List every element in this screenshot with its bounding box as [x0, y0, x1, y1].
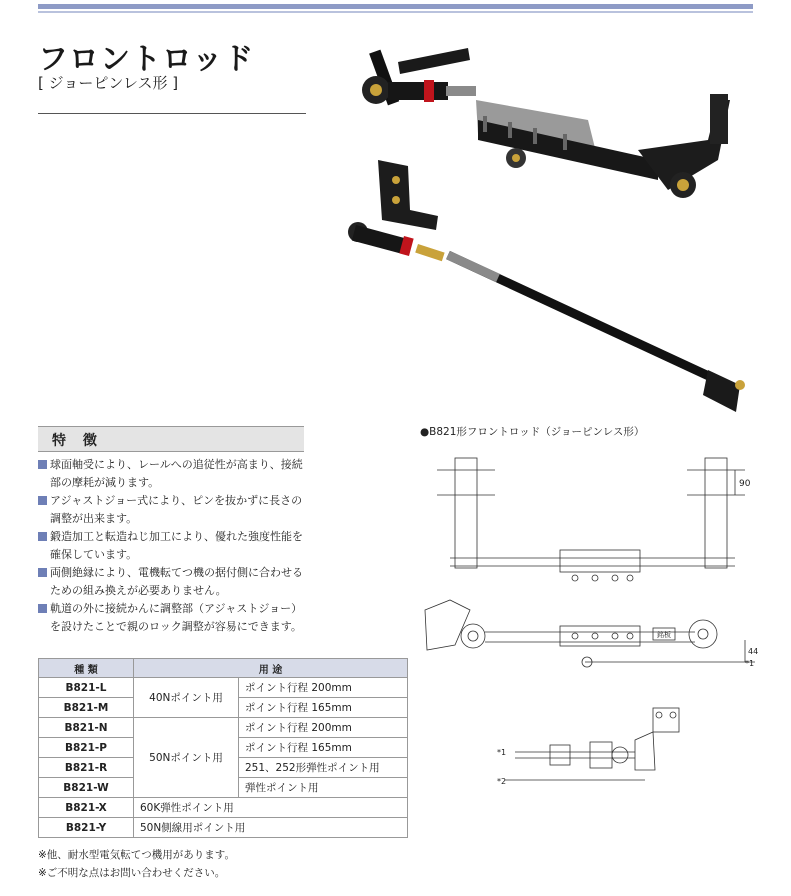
note-line: ※ご不明な点はお問い合わせください。 [38, 867, 226, 879]
table-cell-use: ポイント行程 200mm [239, 718, 408, 738]
top-accent-bar [38, 4, 753, 9]
table-row [39, 718, 408, 738]
drawing-detail-view [497, 708, 679, 786]
feature-item: 軌道の外に接続かんに調整部（アジャストジョー）を設けたことで親のロック調整が容易にできます。 [38, 600, 310, 636]
dim-90-label: 90 [739, 479, 751, 489]
table-header-model: 種 類 [39, 659, 134, 678]
features-list [38, 456, 310, 636]
table-cell-category: 40Nポイント用 [134, 678, 239, 718]
table-header-use: 用 途 [134, 659, 408, 678]
table-cell-model: B821-Y [39, 818, 134, 838]
rod-assembly-bottom [348, 222, 745, 412]
features-heading-bar [38, 426, 304, 452]
table-cell-model: B821-W [39, 778, 134, 798]
square-bullet-icon [38, 568, 47, 577]
table-cell-use: ポイント行程 165mm [239, 738, 408, 758]
table-cell-model: B821-R [39, 758, 134, 778]
table-cell-model: B821-N [39, 718, 134, 738]
feature-item: 鍛造加工と転造ねじ加工により、優れた強度性能を確保しています。 [38, 528, 310, 564]
drawing-top-view [437, 458, 751, 581]
square-bullet-icon [38, 532, 47, 541]
table-cell-model: B821-P [39, 738, 134, 758]
table-header-row [39, 659, 408, 678]
top-accent-bar-thin [38, 11, 753, 13]
feature-item: 球面軸受により、レールへの追従性が高まり、接続部の摩耗が減ります。 [38, 456, 310, 492]
table-row [39, 818, 408, 838]
note-line: ※他、耐水型電気転てつ機用があります。 [38, 849, 235, 861]
note-2-label: *2 [497, 777, 507, 786]
spec-table [38, 658, 408, 838]
technical-drawing [415, 440, 760, 790]
features-heading: 特 徴 [52, 433, 103, 449]
table-cell-use: ポイント行程 200mm [239, 678, 408, 698]
table-cell-use: 弾性ポイント用 [239, 778, 408, 798]
page-subtitle: [ ジョーピンレス形 ] [38, 74, 179, 92]
nameplate-tag: 銘板 [657, 631, 671, 639]
dim-44-label: 44 [748, 647, 759, 656]
drawing-side-view [425, 600, 758, 668]
table-cell-model: B821-M [39, 698, 134, 718]
notes [38, 846, 235, 882]
page-title: フロントロッド [38, 42, 255, 77]
table-cell-use: ポイント行程 165mm [239, 698, 408, 718]
title-divider [38, 113, 306, 114]
table-cell-category: 50Nポイント用 [134, 718, 239, 798]
table-cell-category: 50N側線用ポイント用 [134, 818, 408, 838]
note-1-label: *1 [745, 659, 755, 668]
feature-item: 両側絶縁により、電機転てつ機の据付側に合わせるための組み換えが必要ありません。 [38, 564, 310, 600]
product-photo [338, 40, 758, 420]
square-bullet-icon [38, 604, 47, 613]
table-cell-model: B821-L [39, 678, 134, 698]
table-row [39, 678, 408, 698]
diagram-caption: ●B821形フロントロッド（ジョーピンレス形） [420, 426, 645, 438]
bracket-part [378, 160, 438, 230]
rod-assembly-top [362, 48, 730, 198]
note-1b-label: *1 [497, 748, 507, 757]
square-bullet-icon [38, 496, 47, 505]
table-cell-use: 251、252形弾性ポイント用 [239, 758, 408, 778]
feature-item: アジャストジョー式により、ピンを抜かずに長さの調整が出来ます。 [38, 492, 310, 528]
table-row [39, 798, 408, 818]
table-cell-model: B821-X [39, 798, 134, 818]
table-cell-category: 60K弾性ポイント用 [134, 798, 408, 818]
square-bullet-icon [38, 460, 47, 469]
